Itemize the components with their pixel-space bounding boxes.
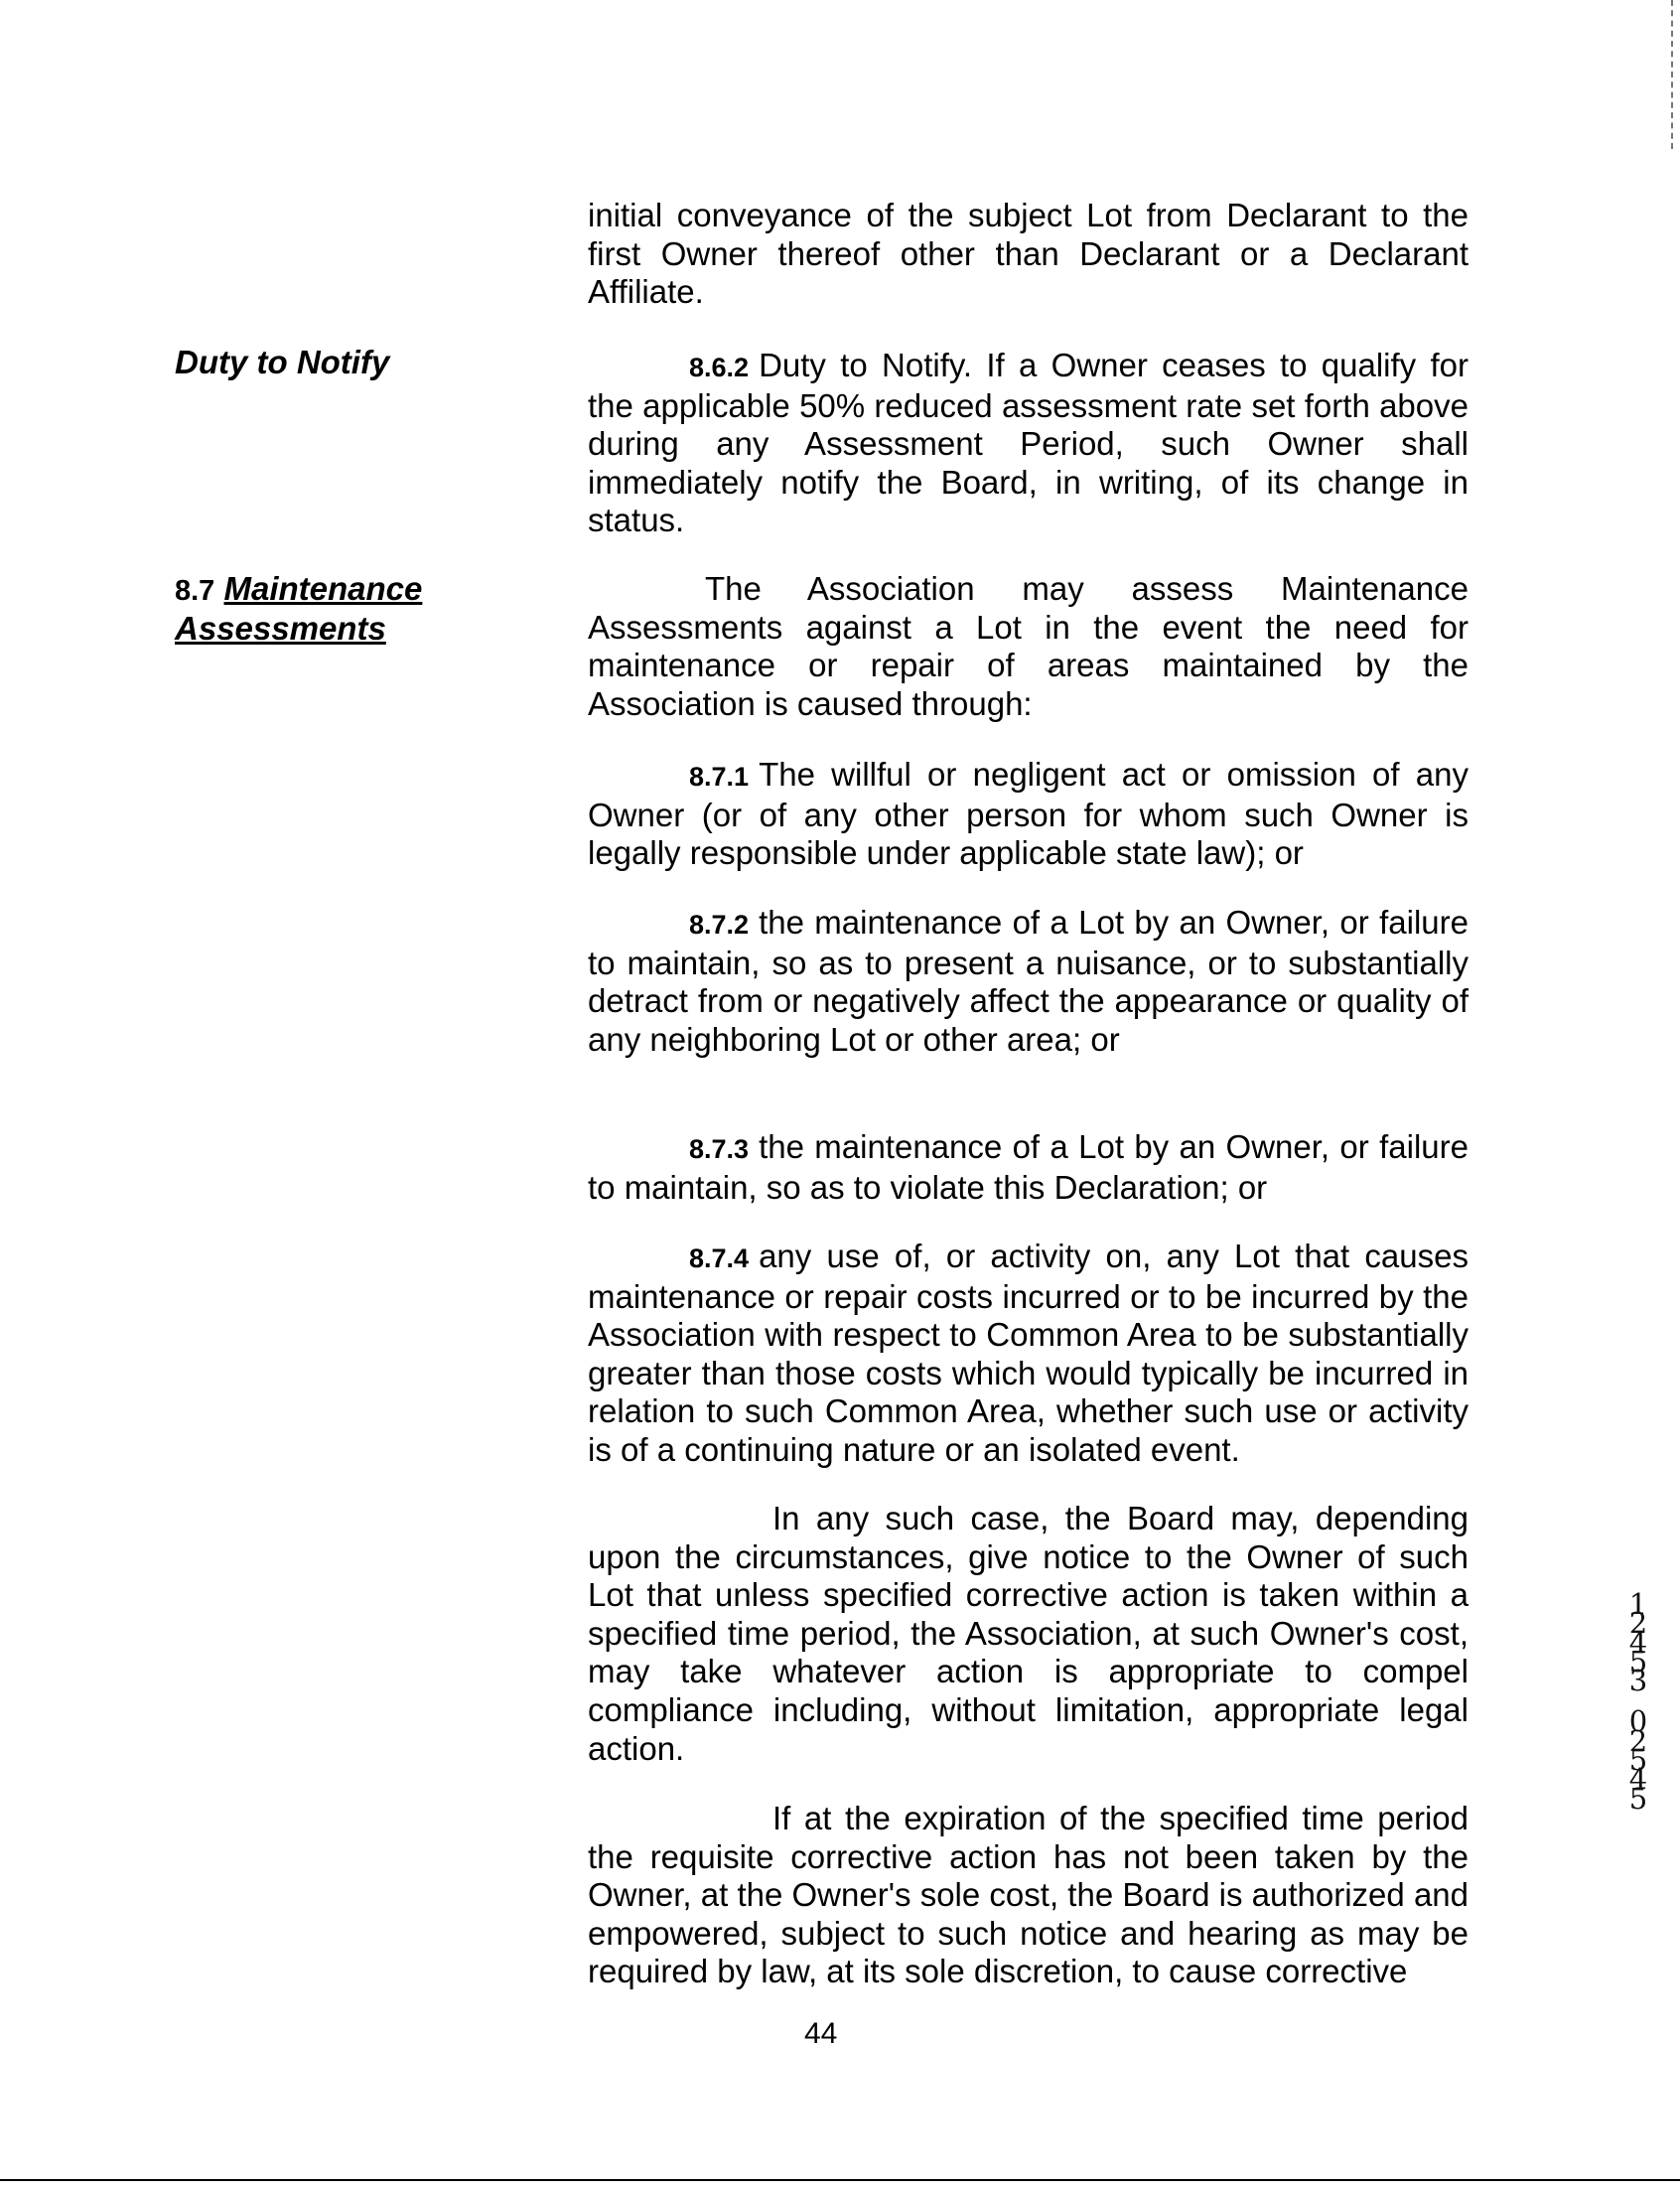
clause-text: any use of, or activity on, any Lot that causes maintenance or repair costs incurred or to be incurred by the Association with respect to Common Area to be substantially greater than those costs which would typically be incurred in relation to such Common Area, whether such use or activity is of a continuing nature or an isolated event. <box>588 1238 1469 1468</box>
paragraph-notice: In any such case, the Board may, depending upon the circumstances, give notice to the Owner of such Lot that unless specified corrective action is taken within a specified time period, the Association, at such Owner's cost, may take whatever action is appropriate to compel compliance including, without limitation, appropriate legal action. <box>588 1500 1469 1767</box>
clause-number: 8.7.3 <box>689 1134 750 1164</box>
recording-stamp-bottom: 02545 <box>1628 1704 1648 1816</box>
section-title-line2: Assessments <box>175 610 386 647</box>
clause-number: 8.6.2 <box>689 353 750 382</box>
clause-text: the maintenance of a Lot by an Owner, or failure to maintain, so as to present a nuisance, or to substantially detract from or negatively affect the appearance or quality of any neighboring Lot or other area; or <box>588 904 1469 1058</box>
paragraph-8-7-3 <box>588 1128 1469 1207</box>
clause-text: The willful or negligent act or omission of any Owner (or of any other person for whom such Owner is legally responsible under applicable state law); or <box>588 756 1469 872</box>
paragraph-8-7-2 <box>588 904 1469 1059</box>
paragraph-8-7-1 <box>588 756 1469 873</box>
paragraph-8-7-intro: The Association may assess Maintenance Assessments against a Lot in the event the need for maintenance or repair of areas maintained by the Association is caused through: <box>588 570 1469 722</box>
paragraph-continuation: initial conveyance of the subject Lot from Declarant to the first Owner thereof other than Declarant or a Declarant Affiliate. <box>588 197 1469 311</box>
sidebar-heading-duty-to-notify <box>175 344 389 381</box>
section-number: 8.7 <box>175 575 215 607</box>
page-number: 44 <box>804 2017 838 2050</box>
clause-text: Duty to Notify. If a Owner ceases to qualify for the applicable 50% reduced assessment rate set forth above during any Assessment Period, such Owner shall immediately notify the Board, in writing, of its change in status. <box>588 347 1469 539</box>
sidebar-heading-maintenance-assessments <box>175 570 422 648</box>
clause-text: the maintenance of a Lot by an Owner, or failure to maintain, so as to violate this Declaration; or <box>588 1128 1469 1206</box>
scan-edge-mark <box>1671 0 1676 149</box>
recording-stamp-top: 12453 <box>1628 1587 1648 1698</box>
paragraph-8-6-2 <box>588 347 1469 540</box>
clause-number: 8.7.1 <box>689 762 750 792</box>
scan-bottom-rule <box>0 2179 1680 2181</box>
sidebar-heading-text: Duty to Notify <box>175 344 390 380</box>
paragraph-8-7-4 <box>588 1238 1469 1470</box>
clause-number: 8.7.4 <box>689 1243 750 1273</box>
paragraph-expiration: If at the expiration of the specified time period the requisite corrective action has not been taken by the Owner, at the Owner's sole cost, the Board is authorized and empowered, subject to such notice and hearing as may be required by law, at its sole discretion, to cause corrective <box>588 1800 1469 1990</box>
section-title-line1: Maintenance <box>223 570 423 607</box>
recording-stamp <box>1626 1587 1650 1816</box>
clause-number: 8.7.2 <box>689 910 750 940</box>
